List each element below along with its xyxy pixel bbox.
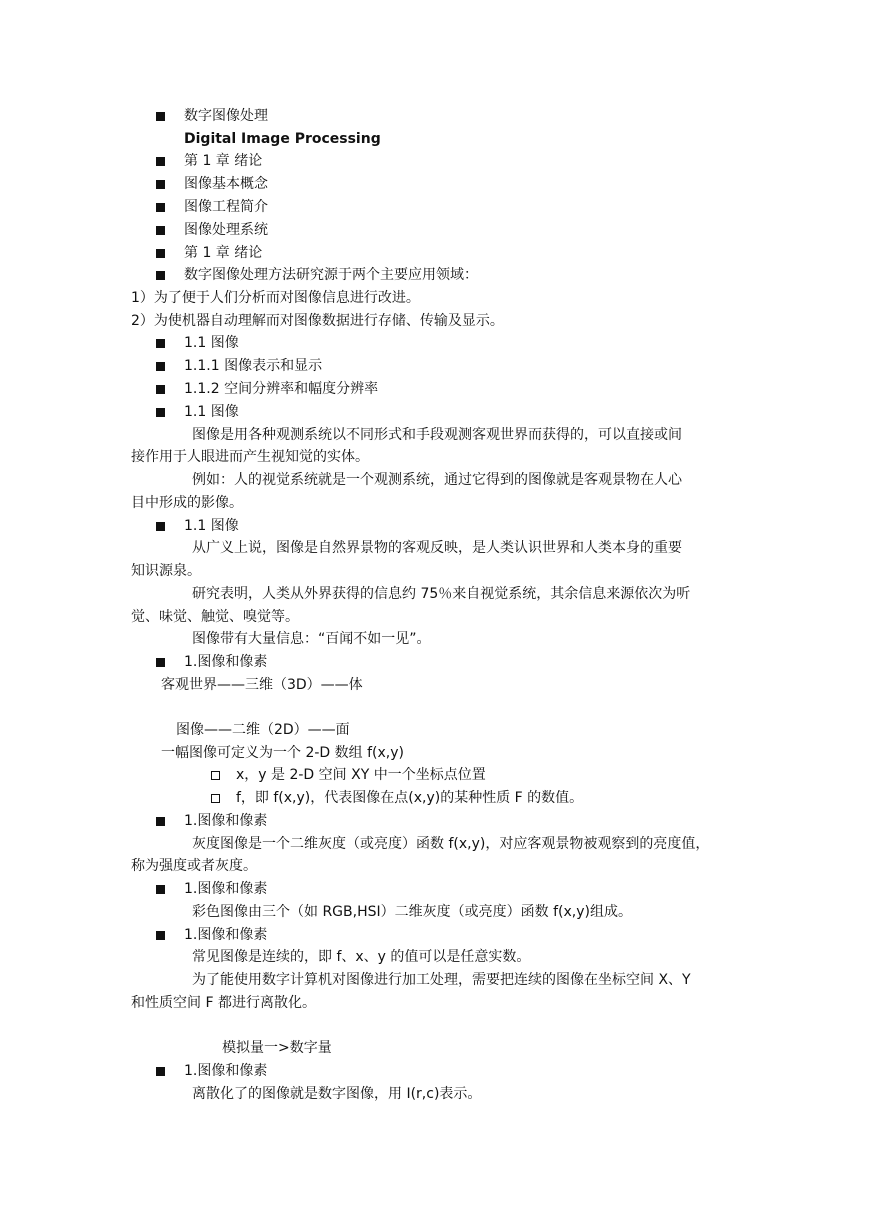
bullet-item: 数字图像处理方法研究源于两个主要应用领域： [184, 267, 478, 283]
paragraph-line: 常见图像是连续的，即 f、x、y 的值可以是任意实数。 [192, 949, 531, 965]
bullet-square-icon [156, 522, 165, 531]
section-heading: 1.1 图像 [184, 404, 239, 420]
chapter-heading: 第 1 章 绪论 [184, 153, 263, 169]
paragraph-line: 接作用于人眼进而产生视知觉的实体。 [131, 449, 369, 465]
section-heading: 1.图像和像素 [184, 1063, 268, 1079]
bullet-square-icon [156, 817, 165, 826]
section-heading: 1.1.1 图像表示和显示 [184, 358, 323, 374]
bullet-square-icon [156, 249, 165, 258]
bullet-square-icon [156, 226, 165, 235]
paragraph-line: 图像是用各种观测系统以不同形式和手段观测客观世界而获得的，可以直接或间 [192, 427, 682, 443]
sub-item: f，即 f(x,y)，代表图像在点(x,y)的某种性质 F 的数值。 [236, 790, 584, 806]
paragraph-line: 从广义上说，图像是自然界景物的客观反映，是人类认识世界和人类本身的重要 [192, 540, 682, 556]
section-heading: 1.图像和像素 [184, 927, 268, 943]
paragraph-line: 觉、味觉、触觉、嗅觉等。 [131, 609, 299, 625]
section-heading: 1.图像和像素 [184, 881, 268, 897]
section-heading: 1.1.2 空间分辨率和幅度分辨率 [184, 381, 379, 397]
numbered-item: 2）为使机器自动理解而对图像数据进行存储、传输及显示。 [131, 313, 504, 329]
bullet-square-icon [156, 408, 165, 417]
paragraph-line: 例如：人的视觉系统就是一个观测系统，通过它得到的图像就是客观景物在人心 [192, 472, 682, 488]
paragraph-line: 图像——二维（2D）——面 [176, 722, 350, 738]
bullet-square-icon [156, 885, 165, 894]
section-heading: 1.1 图像 [184, 518, 239, 534]
bullet-square-icon [156, 339, 165, 348]
bullet-item: 图像处理系统 [184, 222, 268, 238]
bullet-square-icon [156, 112, 165, 121]
checkbox-square-icon [211, 771, 220, 780]
paragraph-line: 为了能使用数字计算机对图像进行加工处理，需要把连续的图像在坐标空间 X、Y [192, 972, 691, 988]
paragraph-line: 和性质空间 F 都进行离散化。 [131, 995, 316, 1011]
bullet-item: 图像基本概念 [184, 176, 268, 192]
sub-item: x，y 是 2-D 空间 XY 中一个坐标点位置 [236, 767, 486, 783]
section-heading: 1.1 图像 [184, 335, 239, 351]
english-title: Digital Image Processing [184, 131, 381, 147]
paragraph-line: 模拟量一>数字量 [222, 1040, 332, 1056]
paragraph-line: 一幅图像可定义为一个 2-D 数组 f(x,y) [161, 745, 404, 761]
bullet-square-icon [156, 157, 165, 166]
paragraph-line: 灰度图像是一个二维灰度（或亮度）函数 f(x,y)，对应客观景物被观察到的亮度值， [192, 836, 710, 852]
bullet-square-icon [156, 271, 165, 280]
section-heading: 1.图像和像素 [184, 654, 268, 670]
paragraph-line: 彩色图像由三个（如 RGB,HSI）二维灰度（或亮度）函数 f(x,y)组成。 [192, 904, 632, 920]
bullet-title: 数字图像处理 [184, 108, 268, 124]
paragraph-line: 称为强度或者灰度。 [131, 858, 257, 874]
paragraph-line: 离散化了的图像就是数字图像，用 I(r,c)表示。 [192, 1086, 482, 1102]
chapter-heading: 第 1 章 绪论 [184, 245, 263, 261]
bullet-square-icon [156, 362, 165, 371]
bullet-item: 图像工程简介 [184, 199, 268, 215]
bullet-square-icon [156, 385, 165, 394]
numbered-item: 1）为了便于人们分析而对图像信息进行改进。 [131, 290, 420, 306]
bullet-square-icon [156, 658, 165, 667]
bullet-square-icon [156, 931, 165, 940]
paragraph-line: 客观世界——三维（3D）——体 [161, 677, 363, 693]
checkbox-square-icon [211, 794, 220, 803]
paragraph-line: 图像带有大量信息：“百闻不如一见”。 [192, 631, 431, 647]
paragraph-line: 研究表明，人类从外界获得的信息约 75％来自视觉系统，其余信息来源依次为听 [192, 586, 691, 602]
bullet-square-icon [156, 1067, 165, 1076]
paragraph-line: 知识源泉。 [131, 563, 201, 579]
section-heading: 1.图像和像素 [184, 813, 268, 829]
bullet-square-icon [156, 180, 165, 189]
paragraph-line: 目中形成的影像。 [131, 495, 243, 511]
bullet-square-icon [156, 203, 165, 212]
